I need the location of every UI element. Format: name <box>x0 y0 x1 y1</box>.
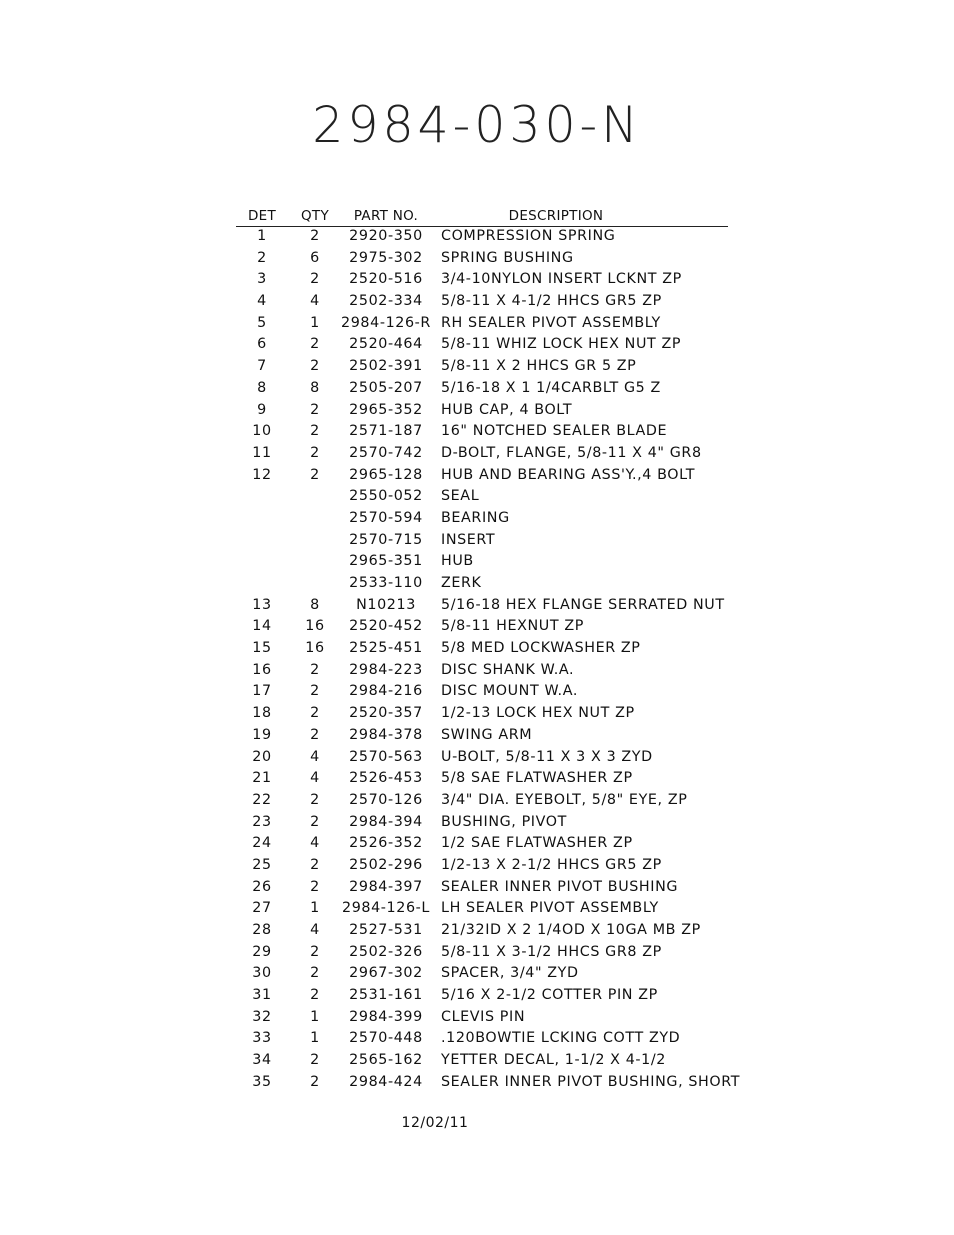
table-row <box>236 551 728 573</box>
description-cell: INSERT <box>441 531 496 548</box>
part-no-cell: 2984-424 <box>349 1073 423 1090</box>
description-cell: SEALER INNER PIVOT BUSHING <box>441 878 679 895</box>
qty-cell: 4 <box>310 835 320 852</box>
description-cell: SEAL <box>441 488 480 505</box>
qty-cell: 2 <box>310 683 320 700</box>
description-cell: 3/4" DIA. EYEBOLT, 5/8" EYE, ZP <box>441 791 688 808</box>
part-no-cell: 2965-351 <box>349 553 423 570</box>
parts-table-header <box>236 206 728 228</box>
part-no-cell: 2570-715 <box>349 531 423 548</box>
description-cell: BUSHING, PIVOT <box>441 813 567 830</box>
table-row <box>236 595 728 617</box>
description-cell: 21/32ID X 2 1/4OD X 10GA MB ZP <box>441 922 701 938</box>
part-no-cell: 2984-397 <box>349 878 423 895</box>
description-cell: 1/2 SAE FLATWASHER ZP <box>441 835 633 852</box>
qty-cell: 1 <box>310 900 320 917</box>
det-cell: 20 <box>252 748 272 765</box>
header-description: DESCRIPTION <box>508 208 604 224</box>
description-cell: COMPRESSION SPRING <box>441 228 616 244</box>
table-row <box>236 400 728 422</box>
description-cell: SEALER INNER PIVOT BUSHING, SHORT <box>441 1073 741 1090</box>
qty-cell: 8 <box>310 596 320 613</box>
description-cell: 5/8-11 WHIZ LOCK HEX NUT ZP <box>441 336 682 353</box>
description-cell: HUB CAP, 4 BOLT <box>441 401 573 418</box>
det-cell: 9 <box>257 401 267 418</box>
det-cell: 29 <box>252 943 272 960</box>
qty-cell: 2 <box>310 878 320 895</box>
table-row <box>236 616 728 638</box>
qty-cell: 1 <box>310 1008 320 1025</box>
description-cell: CLEVIS PIN <box>441 1008 526 1025</box>
qty-cell: 2 <box>310 336 320 353</box>
description-cell: 3/4-10NYLON INSERT LCKNT ZP <box>441 271 682 288</box>
qty-cell: 2 <box>310 661 320 678</box>
table-row <box>236 248 728 270</box>
table-row <box>236 530 728 552</box>
det-cell: 1 <box>257 228 267 244</box>
table-row <box>236 334 728 356</box>
det-cell: 35 <box>252 1073 272 1090</box>
table-row <box>236 291 728 313</box>
table-row <box>236 378 728 400</box>
qty-cell: 2 <box>310 1073 320 1090</box>
part-no-cell: 2571-187 <box>349 423 423 440</box>
description-cell: 5/8-11 X 2 HHCS GR 5 ZP <box>441 358 637 375</box>
part-no-cell: 2502-391 <box>349 358 423 375</box>
description-cell: 5/8 MED LOCKWASHER ZP <box>441 640 641 657</box>
det-cell: 34 <box>252 1052 272 1069</box>
header-part-no: PART NO. <box>353 208 419 224</box>
det-cell: 10 <box>252 423 272 440</box>
description-cell: SWING ARM <box>441 726 533 743</box>
det-cell: 4 <box>257 293 267 310</box>
det-cell: 26 <box>252 878 272 895</box>
part-no-cell: 2984-216 <box>349 683 423 700</box>
part-no-cell: 2520-452 <box>349 618 423 635</box>
description-cell: SPACER, 3/4" ZYD <box>441 965 579 982</box>
table-row <box>236 638 728 660</box>
det-cell: 3 <box>257 271 267 288</box>
qty-cell: 2 <box>310 1052 320 1069</box>
part-no-cell: 2502-326 <box>349 943 423 960</box>
qty-cell: 1 <box>310 1030 320 1047</box>
header-det: DET <box>247 208 277 224</box>
part-no-cell: 2525-451 <box>349 640 423 657</box>
det-cell: 11 <box>252 444 272 461</box>
det-cell: 30 <box>252 965 272 982</box>
table-row <box>236 1072 741 1094</box>
description-cell: DISC SHANK W.A. <box>441 661 575 678</box>
description-cell: U-BOLT, 5/8-11 X 3 X 3 ZYD <box>441 748 653 765</box>
det-cell: 16 <box>252 661 272 678</box>
qty-cell: 2 <box>310 401 320 418</box>
qty-cell: 2 <box>310 813 320 830</box>
table-row <box>236 768 728 790</box>
det-cell: 23 <box>252 813 272 830</box>
part-no-cell: 2920-350 <box>349 228 423 244</box>
det-cell: 14 <box>252 618 272 635</box>
part-no-cell: 2984-126-L <box>342 900 430 917</box>
document-date: 12/02/11 <box>401 1115 469 1131</box>
description-cell: 1/2-13 LOCK HEX NUT ZP <box>441 705 635 722</box>
qty-cell: 16 <box>305 640 325 657</box>
document-title: 2984-030-N <box>312 96 642 154</box>
qty-cell: 4 <box>310 293 320 310</box>
part-no-cell: 2984-126-R <box>341 314 431 331</box>
qty-cell: 2 <box>310 987 320 1004</box>
table-row <box>236 660 728 682</box>
qty-cell: 2 <box>310 358 320 375</box>
part-no-cell: 2565-162 <box>349 1052 423 1069</box>
qty-cell: 2 <box>310 466 320 483</box>
description-cell: ZERK <box>441 575 482 591</box>
part-no-cell: 2570-742 <box>349 444 423 461</box>
table-row <box>236 573 728 595</box>
det-cell: 17 <box>252 683 272 700</box>
det-cell: 13 <box>252 596 272 613</box>
description-cell: 5/8-11 X 4-1/2 HHCS GR5 ZP <box>441 293 662 310</box>
part-no-cell: N10213 <box>356 596 416 613</box>
det-cell: 8 <box>257 379 267 396</box>
det-cell: 32 <box>252 1008 272 1025</box>
description-cell: RH SEALER PIVOT ASSEMBLY <box>441 314 661 331</box>
qty-cell: 2 <box>310 228 320 244</box>
det-cell: 12 <box>252 466 272 483</box>
description-cell: LH SEALER PIVOT ASSEMBLY <box>441 900 659 917</box>
part-no-cell: 2505-207 <box>349 379 423 396</box>
description-cell: HUB AND BEARING ASS'Y.,4 BOLT <box>441 466 696 483</box>
table-row <box>236 855 728 877</box>
table-row <box>236 920 728 942</box>
part-no-cell: 2502-334 <box>349 293 423 310</box>
table-row <box>236 703 728 725</box>
table-row <box>236 313 728 335</box>
part-no-cell: 2550-052 <box>349 488 423 505</box>
qty-cell: 4 <box>310 770 320 787</box>
part-no-cell: 2502-296 <box>349 856 423 873</box>
part-no-cell: 2520-464 <box>349 336 423 353</box>
part-no-cell: 2570-126 <box>349 791 423 808</box>
qty-cell: 2 <box>310 965 320 982</box>
qty-cell: 4 <box>310 748 320 765</box>
description-cell: BEARING <box>441 509 510 526</box>
det-cell: 22 <box>252 791 272 808</box>
description-cell: YETTER DECAL, 1-1/2 X 4-1/2 <box>441 1052 666 1069</box>
det-cell: 24 <box>252 835 272 852</box>
det-cell: 6 <box>257 336 267 353</box>
qty-cell: 4 <box>310 922 320 938</box>
part-no-cell: 2526-453 <box>349 770 423 787</box>
qty-cell: 2 <box>310 726 320 743</box>
table-row <box>236 963 728 985</box>
header-qty: QTY <box>300 208 330 224</box>
qty-cell: 2 <box>310 856 320 873</box>
part-no-cell: 2965-352 <box>349 401 423 418</box>
qty-cell: 2 <box>310 943 320 960</box>
part-no-cell: 2527-531 <box>349 922 423 938</box>
table-row <box>236 508 728 530</box>
description-cell: 5/16 X 2-1/2 COTTER PIN ZP <box>441 987 658 1004</box>
det-cell: 28 <box>252 922 272 938</box>
part-no-cell: 2984-223 <box>349 661 423 678</box>
table-row <box>236 465 728 487</box>
table-row <box>236 790 728 812</box>
part-no-cell: 2520-357 <box>349 705 423 722</box>
table-row <box>236 486 728 508</box>
qty-cell: 2 <box>310 271 320 288</box>
det-cell: 19 <box>252 726 272 743</box>
det-cell: 5 <box>257 314 267 331</box>
description-cell: 1/2-13 X 2-1/2 HHCS GR5 ZP <box>441 856 662 873</box>
det-cell: 7 <box>257 358 267 375</box>
header-row <box>236 206 728 228</box>
part-no-cell: 2570-448 <box>349 1030 423 1047</box>
table-row <box>236 833 728 855</box>
qty-cell: 2 <box>310 705 320 722</box>
description-cell: 16" NOTCHED SEALER BLADE <box>441 423 668 440</box>
description-cell: D-BOLT, FLANGE, 5/8-11 X 4" GR8 <box>441 444 702 461</box>
qty-cell: 2 <box>310 791 320 808</box>
part-no-cell: 2975-302 <box>349 249 423 266</box>
parts-table-body <box>236 226 741 1094</box>
table-row <box>236 877 728 899</box>
table-row <box>236 942 728 964</box>
table-row <box>236 681 728 703</box>
part-no-cell: 2984-378 <box>349 726 423 743</box>
part-no-cell: 2984-399 <box>349 1008 423 1025</box>
part-no-cell: 2531-161 <box>349 987 423 1004</box>
qty-cell: 2 <box>310 444 320 461</box>
table-row <box>236 812 728 834</box>
description-cell: .120BOWTIE LCKING COTT ZYD <box>441 1030 681 1047</box>
qty-cell: 16 <box>305 618 325 635</box>
description-cell: 5/16-18 X 1 1/4CARBLT G5 Z <box>441 379 661 396</box>
table-row <box>236 985 728 1007</box>
det-cell: 33 <box>252 1030 272 1047</box>
qty-cell: 6 <box>310 249 320 266</box>
table-row <box>236 1007 728 1029</box>
det-cell: 18 <box>252 705 272 722</box>
table-row <box>236 1050 728 1072</box>
det-cell: 2 <box>257 249 267 266</box>
table-row <box>236 725 728 747</box>
description-cell: SPRING BUSHING <box>441 249 574 266</box>
part-no-cell: 2570-594 <box>349 509 423 526</box>
description-cell: 5/8-11 X 3-1/2 HHCS GR8 ZP <box>441 943 662 960</box>
table-row <box>236 421 728 443</box>
description-cell: 5/8 SAE FLATWASHER ZP <box>441 770 633 787</box>
table-row <box>236 747 728 769</box>
description-cell: 5/8-11 HEXNUT ZP <box>441 618 584 635</box>
part-no-cell: 2526-352 <box>349 835 423 852</box>
part-no-cell: 2967-302 <box>349 965 423 982</box>
table-row <box>236 269 728 291</box>
det-cell: 25 <box>252 856 272 873</box>
qty-cell: 8 <box>310 379 320 396</box>
part-no-cell: 2965-128 <box>349 466 423 483</box>
table-row <box>236 898 728 920</box>
part-no-cell: 2570-563 <box>349 748 423 765</box>
qty-cell: 2 <box>310 423 320 440</box>
description-cell: 5/16-18 HEX FLANGE SERRATED NUT <box>441 596 725 613</box>
qty-cell: 1 <box>310 314 320 331</box>
table-row <box>236 1028 728 1050</box>
table-row <box>236 443 728 465</box>
det-cell: 27 <box>252 900 272 917</box>
det-cell: 15 <box>252 640 272 657</box>
description-cell: HUB <box>441 553 474 570</box>
det-cell: 21 <box>252 770 272 787</box>
table-row <box>236 226 728 248</box>
part-no-cell: 2984-394 <box>349 813 423 830</box>
part-no-cell: 2533-110 <box>349 575 423 591</box>
description-cell: DISC MOUNT W.A. <box>441 683 578 700</box>
table-row <box>236 356 728 378</box>
det-cell: 31 <box>252 987 272 1004</box>
part-no-cell: 2520-516 <box>349 271 423 288</box>
